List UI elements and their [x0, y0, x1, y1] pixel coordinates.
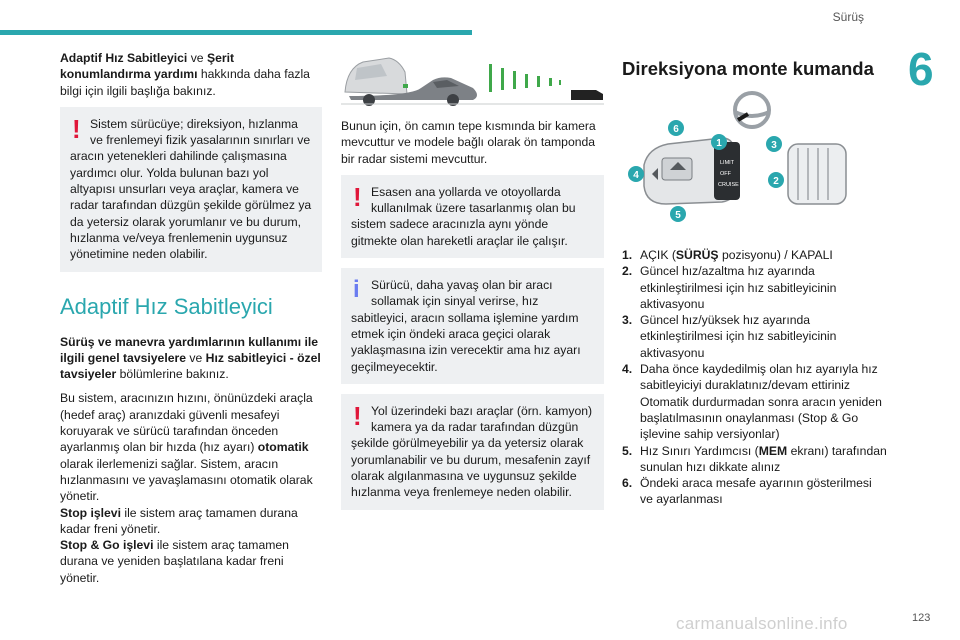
control-list: [622, 247, 887, 508]
list-item-text-end: ekranı) tarafından sunulan hızı dikkate alınız: [640, 443, 887, 474]
steering-wheel-icon: [735, 93, 769, 127]
list-item-text-end: pozisyonu) / KAPALI: [718, 248, 833, 262]
list-item-bold: SÜRÜŞ: [675, 248, 719, 262]
intro-text-1: ve: [187, 51, 207, 65]
watermark: carmanualsonline.info: [676, 614, 848, 633]
list-item-number: 2.: [622, 264, 633, 279]
info-icon: i: [353, 276, 360, 304]
callout-2: 2: [773, 176, 779, 187]
warning-note-1-first: Sistem sürücüye; direksiyon, hızlanma ve frenlemeyi fizik yasalarının sınırları ve: [90, 116, 311, 148]
list-item-bold: MEM: [758, 443, 788, 458]
system-text-2: olarak ilerlemenizi sağlar. Sistem, aracın hızlanmasını ve yavaşlamasını otomatik olarak yönetir.: [60, 456, 313, 504]
list-item: [622, 443, 887, 476]
stop-bold: Stop işlevi: [60, 505, 121, 520]
stalk-label-limit: LIMIT: [720, 160, 735, 166]
section-title: Sürüş: [832, 10, 864, 24]
stalk-label-off: OFF: [720, 171, 731, 177]
info-note-1: [341, 268, 604, 384]
steering-stalk-icon: [622, 90, 887, 235]
warning-note-3-first: Yol üzerindeki bazı araçlar (örn. kamyon) kamera ya da radar tarafından düzgün: [371, 403, 593, 435]
intro-bold-2: Şerit konumlandırma yardımı: [60, 51, 235, 82]
stalk-illustration: [622, 90, 887, 235]
list-item-text: AÇIK (: [640, 248, 676, 262]
list-item-number: 3.: [622, 313, 633, 328]
paragraph-system: [60, 390, 322, 504]
paragraph-advice: [60, 334, 322, 383]
advice-text-1: ve: [186, 350, 206, 365]
list-item-number: 1.: [622, 248, 633, 262]
car-radar-icon: [341, 50, 604, 108]
warning-icon: !: [353, 400, 362, 431]
paragraph-stop: [60, 505, 322, 538]
callout-4: 4: [633, 170, 639, 181]
list-item-number: 6.: [622, 476, 633, 491]
list-item-text: Güncel hız/azaltma hız ayarında etkinleştirilmesi için hız sabitleyicinin aktivasyonu: [640, 264, 837, 311]
stop-text: ile sistem araç tamamen durana kadar freni yönetir.: [60, 505, 298, 536]
stop-go-text: ile sistem araç tamamen durana ve yeniden başlatılana kadar freni yönetir.: [60, 538, 289, 585]
warning-note-1-rest: aracın yetenekleri dahilinde çalışmasına yardımcı olur. Yolda bulunan bazı yol altyapısı unsurları veya araçlar, kamera ve radar tarafından düzgün şekilde görülmez ya da yetersiz olarak yorumlanır ve bu durum, hızlanma ve/veya frenlemenin uygunsuz yönetimine neden olabilir.: [70, 149, 312, 262]
list-item: [622, 247, 887, 263]
advice-text-2: bölümlerine bakınız.: [116, 367, 229, 382]
intro-text-2: hakkında daha fazla bilgi için ilgili başlığa bakınız.: [60, 67, 310, 98]
list-item-text: Hız Sınırı Yardımcısı (: [640, 443, 759, 458]
radar-illustration: [341, 50, 604, 108]
warning-note-1: [60, 107, 322, 272]
header-accent-bar: [0, 30, 472, 35]
list-item-number: 5.: [622, 443, 633, 458]
warning-icon: !: [72, 113, 81, 144]
warning-note-2-rest: sistem sadece aracınızla aynı yönde gitmekte olan hareketli araçlar ile çalışır.: [351, 217, 568, 248]
stalk-label-cruise: CRUISE: [718, 182, 739, 188]
list-item-number: 4.: [622, 362, 633, 377]
advice-bold-2: Hız sabitleyici - özel tavsiyeler: [60, 350, 321, 382]
warning-note-2-first: Esasen ana yollarda ve otoyollarda kullanılmak üzere tasarlanmış olan bu: [371, 184, 576, 216]
section-heading: Adaptif Hız Sabitleyici: [60, 293, 273, 319]
page-number: 123: [912, 612, 931, 624]
warning-note-3-rest: şekilde görülmeyebilir ya da yetersiz olarak yorumlanabilir ve bu durum, mesafenin zayıf olarak algılanmasına ve uygunsuz şekilde hızlanma veya frenlemeye neden olabilir.: [351, 436, 591, 500]
list-item: [622, 312, 887, 361]
callout-1: 1: [716, 138, 722, 149]
info-note-1-first: Sürücü, daha yavaş olan bir aracı sollamak için sinyal verirse, hız: [371, 278, 553, 309]
intro-bold-1: Adaptif Hız Sabitleyici: [60, 51, 188, 65]
system-text-1: Bu sistem, aracınızın hızını, önünüzdeki araçla (hedef araç) aranızdaki güvenli mesafeyi koruyarak ve sürücü tarafından önceden ayarlanmış olan bir hızda (hız ayarı): [60, 391, 313, 455]
warning-icon: !: [353, 181, 362, 212]
info-note-1-rest: sabitleyici, aracın sollama işlemine yardım etmek için öndeki araca geçici olarak yaklaşmasına izin verecektir ama hız ayarı geçilmeyecektir.: [351, 310, 581, 374]
advice-bold-1: Sürüş ve manevra yardımlarının kullanımı ile ilgili genel tavsiyelere: [60, 334, 319, 365]
callout-5: 5: [675, 210, 681, 221]
list-item-text: Daha önce kaydedilmiş olan hız ayarıyla hız sabitleyiciyi duraklatınız/devam ettiriniz Otomatik durdurmadan sonra aracın yeniden başlatılmasının onaylanması (Stop & Go işlevine sahip versiyonlar): [640, 362, 882, 442]
list-item-text: Güncel hız/yüksek hız ayarında etkinleştirilmesi için hız sabitleyicinin aktivasyonu: [640, 313, 837, 360]
paragraph-stop-go: [60, 537, 322, 586]
column-1: [60, 50, 322, 586]
column-3: [622, 50, 887, 508]
warning-note-2: [341, 175, 604, 258]
callout-6: 6: [673, 124, 679, 135]
system-bold-1: otomatik: [257, 440, 309, 455]
list-item-text: Öndeki araca mesafe ayarının gösterilmesi ve ayarlanması: [640, 476, 872, 507]
callout-3: 3: [771, 140, 777, 151]
list-item: [622, 475, 887, 508]
column-2: [341, 50, 604, 520]
chapter-number: 6: [908, 43, 934, 95]
list-item: [622, 361, 887, 442]
warning-note-3: [341, 394, 604, 510]
list-item: [622, 263, 887, 312]
intro-paragraph: [60, 50, 322, 99]
camera-paragraph: Bunun için, ön camın tepe kısmında bir kamera mevcuttur ve modele bağlı olarak ön tamponda bir radar sistemi mevcuttur.: [341, 119, 596, 166]
steering-control-heading: Direksiyona monte kumanda: [622, 58, 874, 79]
stop-go-bold: Stop & Go işlevi: [60, 538, 154, 553]
